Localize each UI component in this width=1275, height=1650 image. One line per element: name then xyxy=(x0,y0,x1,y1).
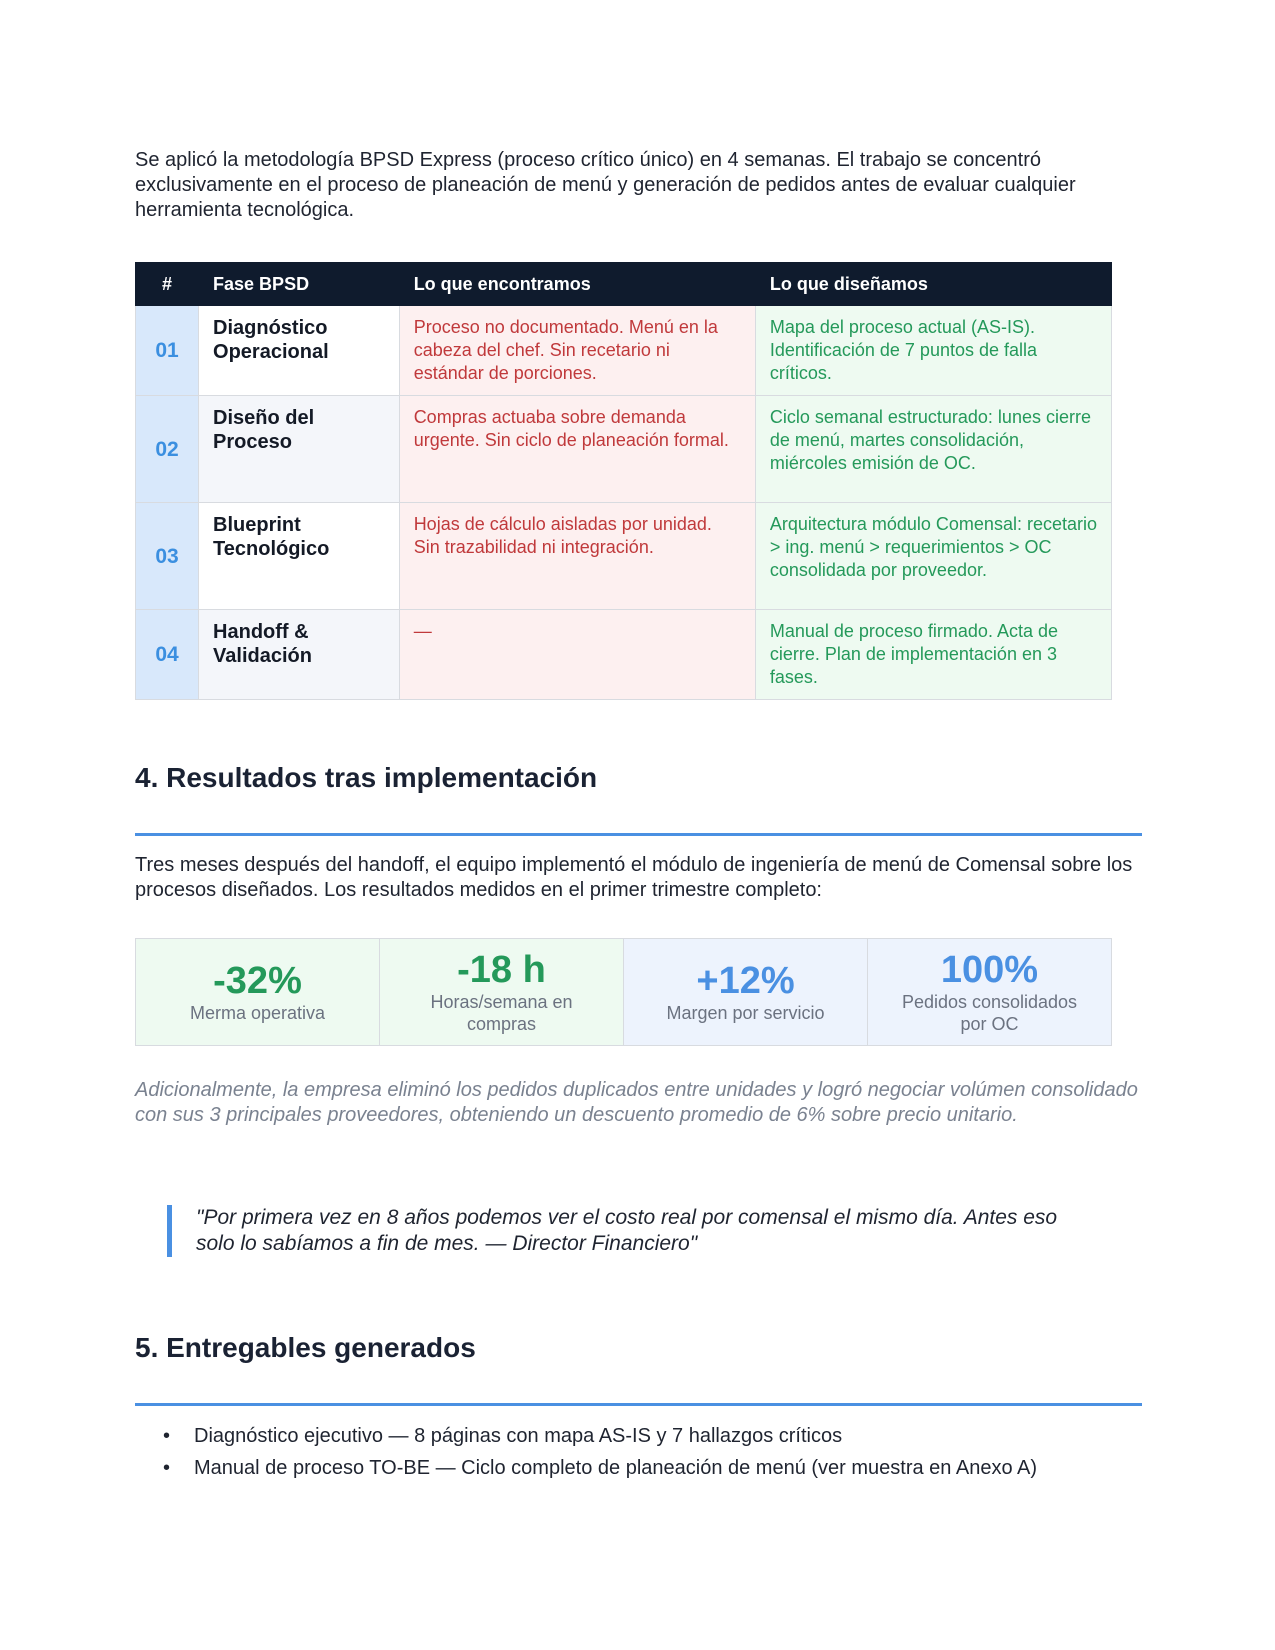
bullet-icon: • xyxy=(163,1425,171,1447)
list-item-text: Diagnóstico ejecutivo — 8 páginas con mapa AS-IS y 7 hallazgos críticos xyxy=(194,1425,843,1447)
table-row xyxy=(136,306,1112,396)
table-row xyxy=(136,610,1112,700)
list-item xyxy=(135,1452,1037,1484)
list-item xyxy=(135,1420,1037,1452)
metric-value: -18 h xyxy=(457,949,546,991)
row-designed: Ciclo semanal estructurado: lunes cierre de menú, martes consolidación, miércoles emisión de OC. xyxy=(755,396,1111,503)
additional-note: Adicionalmente, la empresa eliminó los pedidos duplicados entre unidades y logró negociar volúmen consolidado con sus 3 principales proveedores, obteniendo un descuento promedio de 6% sobre precio unitario. xyxy=(135,1079,1138,1126)
metric-value: -32% xyxy=(213,960,302,1002)
table-row xyxy=(136,503,1112,610)
row-found: Hojas de cálculo aisladas por unidad. Sin trazabilidad ni integración. xyxy=(399,503,755,610)
metric-card xyxy=(380,939,624,1045)
metric-label: Pedidos consolidados por OC xyxy=(901,992,1078,1034)
header-designed: Lo que diseñamos xyxy=(755,263,1111,306)
section-4-divider xyxy=(135,833,1142,836)
row-designed: Mapa del proceso actual (AS-IS). Identificación de 7 puntos de falla críticos. xyxy=(755,306,1111,396)
row-phase: Blueprint Tecnológico xyxy=(199,503,400,610)
row-designed: Arquitectura módulo Comensal: recetario > ing. menú > requerimientos > OC consolidada por proveedor. xyxy=(755,503,1111,610)
metric-label: Merma operativa xyxy=(189,1003,326,1023)
list-item-text: Manual de proceso TO-BE — Ciclo completo de planeación de menú (ver muestra en Anexo A) xyxy=(194,1457,1038,1479)
row-phase: Diseño del Proceso xyxy=(199,396,400,503)
row-found: Proceso no documentado. Menú en la cabeza del chef. Sin recetario ni estándar de porciones. xyxy=(399,306,755,396)
metric-label: Margen por servicio xyxy=(666,1003,825,1023)
table-row xyxy=(136,396,1112,503)
row-number: 01 xyxy=(136,306,199,396)
header-found: Lo que encontramos xyxy=(399,263,755,306)
row-phase: Handoff & Validación xyxy=(199,610,400,700)
section-4-paragraph: Tres meses después del handoff, el equipo implementó el módulo de ingeniería de menú de Comensal sobre los procesos diseñados. Los resultados medidos en el primer trimestre completo: xyxy=(135,854,1133,901)
metric-card xyxy=(624,939,868,1045)
header-number: # xyxy=(136,263,199,306)
row-found: Compras actuaba sobre demanda urgente. Sin ciclo de planeación formal. xyxy=(399,396,755,503)
header-phase: Fase BPSD xyxy=(199,263,400,306)
intro-paragraph: Se aplicó la metodología BPSD Express (proceso crítico único) en 4 semanas. El trabajo se concentró exclusivamente en el proceso de planeación de menú y generación de pedidos antes de evaluar cualquier herramienta tecnológica. xyxy=(135,149,1076,221)
bpsd-phases-table xyxy=(135,262,1112,700)
row-designed: Manual de proceso firmado. Acta de cierre. Plan de implementación en 3 fases. xyxy=(755,610,1111,700)
results-metrics xyxy=(135,938,1112,1046)
metric-card xyxy=(868,939,1111,1045)
row-phase: Diagnóstico Operacional xyxy=(199,306,400,396)
metric-label: Horas/semana en compras xyxy=(430,992,573,1034)
deliverables-list xyxy=(135,1420,1037,1484)
row-number: 04 xyxy=(136,610,199,700)
section-5-title: 5. Entregables generados xyxy=(135,1332,476,1363)
section-4-title: 4. Resultados tras implementación xyxy=(135,762,598,793)
row-number: 03 xyxy=(136,503,199,610)
row-found: — xyxy=(399,610,755,700)
metric-value: 100% xyxy=(940,949,1039,991)
testimonial-quote: "Por primera vez en 8 años podemos ver el costo real por comensal el mismo día. Antes eso solo lo sabíamos a fin de mes. — Director Financiero" xyxy=(167,1205,1096,1257)
metric-card xyxy=(136,939,380,1045)
row-number: 02 xyxy=(136,396,199,503)
section-5-divider xyxy=(135,1403,1142,1406)
bullet-icon: • xyxy=(163,1457,171,1479)
table-header-row xyxy=(136,263,1112,306)
metric-value: +12% xyxy=(696,960,795,1002)
